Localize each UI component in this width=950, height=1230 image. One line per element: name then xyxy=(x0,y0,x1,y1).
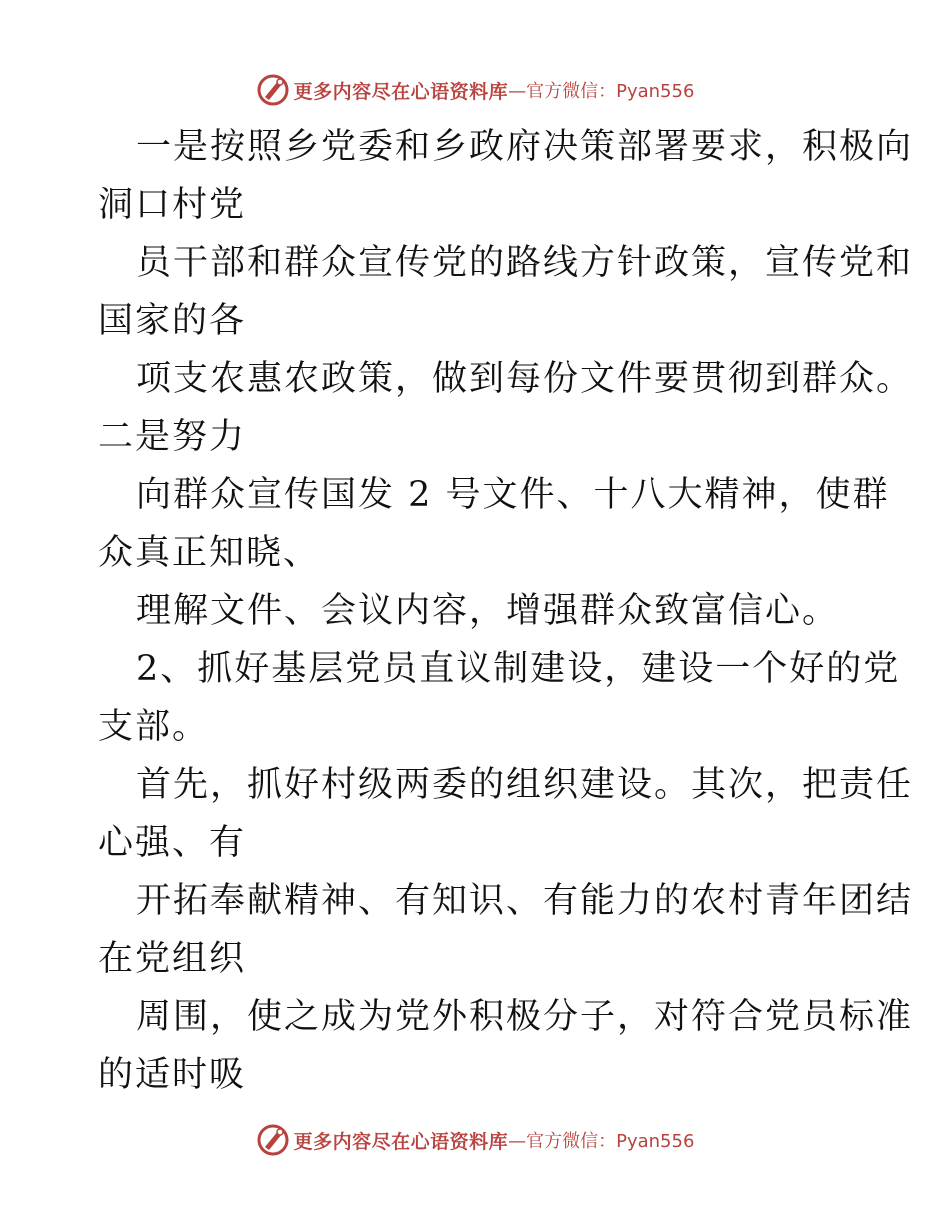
body-line: 首先，抓好村级两委的组织建设。其次，把责任 xyxy=(136,765,914,805)
footer-banner-suffix: —官方微信：Pyan556 xyxy=(508,1131,695,1152)
body-line: 2、抓好基层党员直议制建设，建设一个好的党 xyxy=(136,649,901,689)
body-line: 项支农惠农政策，做到每份文件要贯彻到群众。 xyxy=(136,359,914,399)
body-line: 国家的各 xyxy=(98,301,247,341)
body-line: 二是努力 xyxy=(98,417,247,457)
body-line: 众真正知晓、 xyxy=(98,533,321,573)
logo-icon xyxy=(256,73,290,107)
footer-banner xyxy=(0,1120,950,1160)
body-line: 员干部和群众宣传党的路线方针政策，宣传党和 xyxy=(136,243,914,283)
header-banner-text: 更多内容尽在心语资料库 xyxy=(293,80,509,103)
body-line: 周围，使之成为党外积极分子，对符合党员标准 xyxy=(136,997,914,1037)
body-line: 开拓奉献精神、有知识、有能力的农村青年团结 xyxy=(136,881,914,921)
body-line: 支部。 xyxy=(98,707,210,747)
body-line: 一是按照乡党委和乡政府决策部署要求，积极向 xyxy=(136,127,914,167)
body-line: 理解文件、会议内容，增强群众致富信心。 xyxy=(136,591,840,631)
footer-banner-text: 更多内容尽在心语资料库 xyxy=(293,1130,509,1153)
body-line: 在党组织 xyxy=(98,939,247,979)
body-line: 的适时吸 xyxy=(98,1055,247,1095)
logo-icon xyxy=(256,1123,290,1157)
header-banner-suffix: —官方微信：Pyan556 xyxy=(508,81,695,102)
body-line: 洞口村党 xyxy=(98,185,247,225)
header-banner xyxy=(0,70,950,110)
body-line: 向群众宣传国发 2 号文件、十八大精神，使群 xyxy=(136,475,890,515)
body-line: 心强、有 xyxy=(98,823,247,863)
document-body xyxy=(98,118,914,1104)
